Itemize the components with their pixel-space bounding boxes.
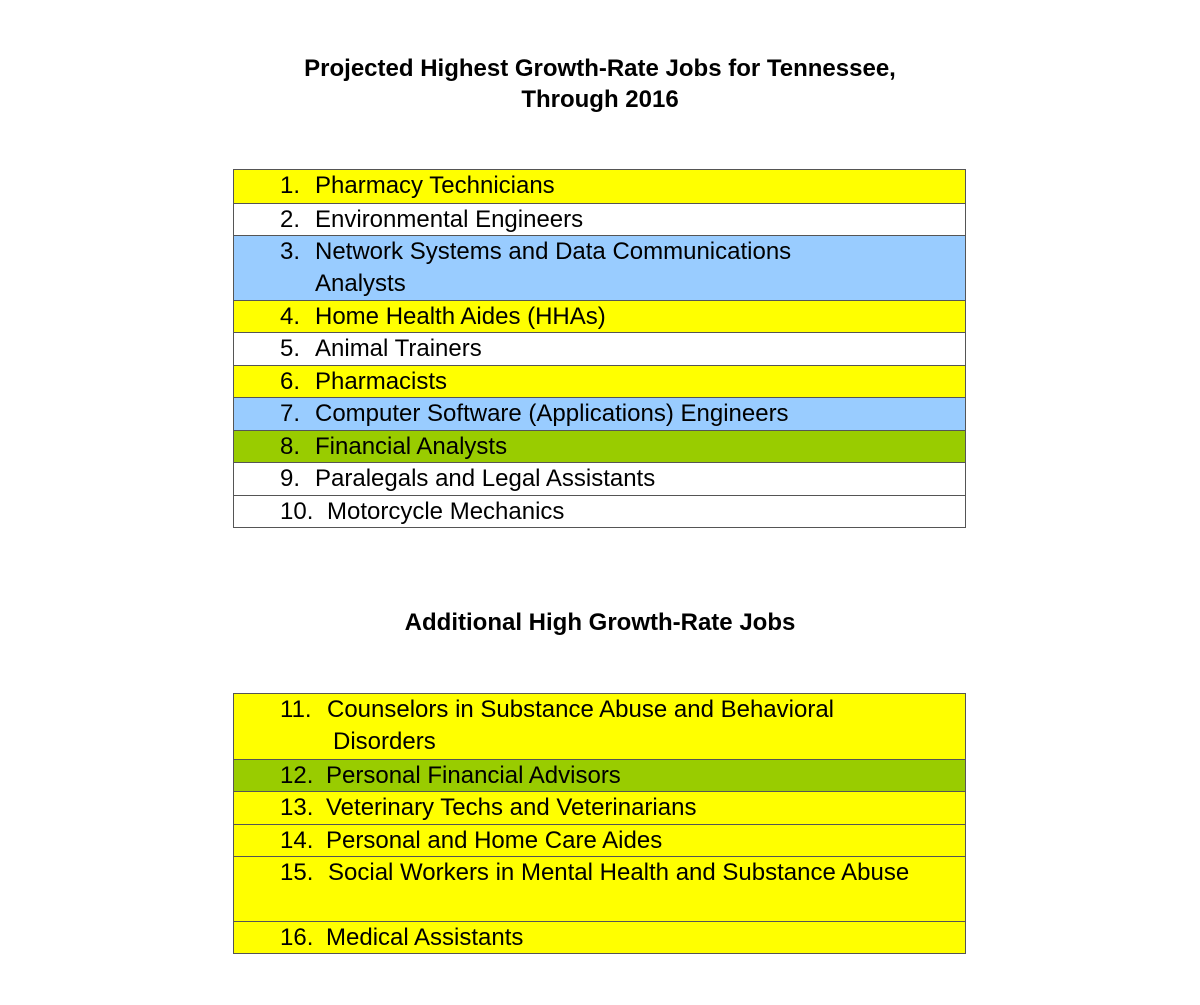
job-title: Environmental Engineers (315, 205, 584, 233)
job-row (234, 430, 965, 463)
top-jobs-table (233, 169, 966, 528)
job-title: Paralegals and Legal Assistants (315, 465, 656, 492)
title-line-2: Through 2016 (521, 86, 679, 113)
job-number: 12. (280, 761, 314, 789)
job-number: 15. (280, 859, 314, 886)
job-number: 3. (280, 238, 301, 265)
job-row (234, 332, 965, 365)
job-row (234, 694, 965, 759)
job-title: Social Workers in Mental Health and Substance Abuse (328, 859, 910, 886)
job-row (234, 856, 965, 921)
job-title: Computer Software (Applications) Engineers (315, 400, 789, 427)
job-number: 7. (280, 400, 301, 427)
job-number: 5. (280, 335, 301, 362)
job-number: 9. (280, 465, 301, 492)
job-row (234, 495, 965, 528)
job-row (234, 397, 965, 430)
job-title: Motorcycle Mechanics (327, 497, 565, 525)
job-number: 6. (280, 367, 301, 395)
job-row (234, 203, 965, 236)
job-title: Personal and Home Care Aides (326, 826, 663, 854)
job-title: Network Systems and Data Communications Analysts (315, 238, 792, 297)
job-title: Pharmacists (315, 367, 448, 395)
job-row (234, 921, 965, 954)
job-title: Counselors in Substance Abuse and Behavioral Disorders (327, 696, 834, 755)
job-title: Medical Assistants (326, 923, 524, 951)
page-title (0, 53, 1200, 115)
job-title: Financial Analysts (315, 432, 508, 460)
job-title: Pharmacy Technicians (315, 172, 555, 199)
job-number: 16. (280, 923, 314, 951)
job-number: 2. (280, 205, 301, 233)
job-number: 4. (280, 302, 301, 330)
job-number: 14. (280, 826, 314, 854)
job-number: 8. (280, 432, 301, 460)
title-line-1: Projected Highest Growth-Rate Jobs for Tennessee, (304, 55, 896, 82)
job-row (234, 300, 965, 333)
job-number: 11. (280, 696, 312, 723)
job-row (234, 235, 965, 300)
section-title: Additional High Growth-Rate Jobs (404, 609, 796, 636)
job-number: 13. (280, 794, 314, 821)
job-row (234, 759, 965, 792)
job-title: Veterinary Techs and Veterinarians (326, 794, 697, 821)
job-title: Animal Trainers (315, 335, 482, 362)
job-row (234, 824, 965, 857)
job-row (234, 365, 965, 398)
job-number: 10. (280, 497, 314, 525)
job-row (234, 170, 965, 203)
job-number: 1. (280, 172, 301, 199)
job-row (234, 462, 965, 495)
job-row (234, 791, 965, 824)
job-title: Personal Financial Advisors (326, 761, 621, 789)
job-title: Home Health Aides (HHAs) (315, 302, 606, 330)
additional-jobs-table (233, 693, 966, 954)
